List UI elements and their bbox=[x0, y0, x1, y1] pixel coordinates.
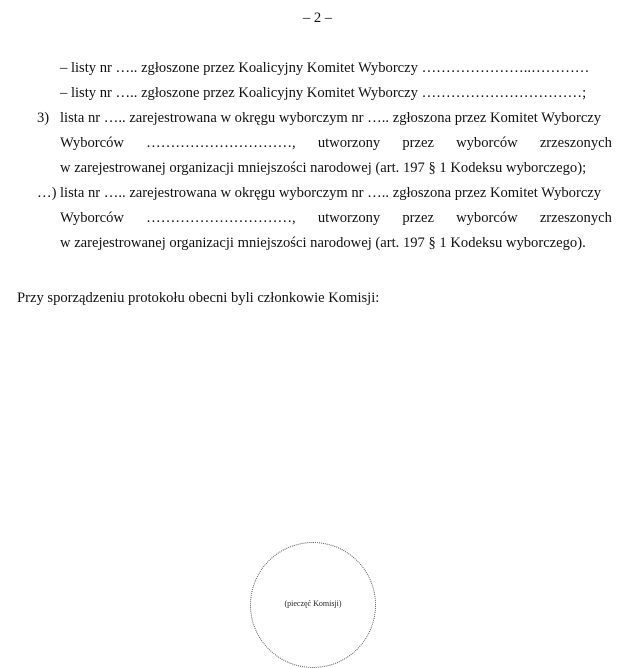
item-3-number: 3) bbox=[37, 110, 50, 126]
item-more-line-3: w zarejestrowanej organizacji mniejszości narodowej (art. 197 § 1 Kodeksu wyborczego). bbox=[60, 235, 586, 251]
word: przez bbox=[402, 210, 434, 226]
word: Wyborców bbox=[60, 210, 124, 226]
item-more-line-1: lista nr ….. zarejestrowana w okręgu wyborczym nr ….. zgłoszona przez Komitet Wyborczy bbox=[60, 185, 602, 201]
page-number: – 2 – bbox=[302, 10, 333, 26]
word: wyborców bbox=[456, 210, 518, 226]
word: utworzony bbox=[317, 210, 381, 226]
item-3-line-3: w zarejestrowanej organizacji mniejszości narodowej (art. 197 § 1 Kodeksu wyborczego); bbox=[60, 160, 587, 176]
seal-label: (pieczęć Komisji) bbox=[284, 599, 342, 608]
item-3-line-2 bbox=[60, 135, 612, 152]
item-3-line-1: lista nr ….. zarejestrowana w okręgu wyborczym nr ….. zgłoszona przez Komitet Wyborczy bbox=[60, 110, 602, 126]
commission-seal-circle bbox=[250, 542, 376, 668]
word: …………………………, bbox=[146, 135, 296, 151]
members-heading: Przy sporządzeniu protokołu obecni byli członkowie Komisji: bbox=[17, 290, 380, 306]
word: Wyborców bbox=[60, 135, 124, 151]
word: wyborców bbox=[456, 135, 518, 151]
list-line-1: – listy nr ….. zgłoszone przez Koalicyjny Komitet Wyborczy …………………..………… bbox=[60, 60, 590, 76]
item-more-number: …) bbox=[37, 185, 57, 201]
word: …………………………, bbox=[146, 210, 296, 226]
word: zrzeszonych bbox=[539, 210, 612, 226]
word: utworzony bbox=[317, 135, 381, 151]
word: przez bbox=[402, 135, 434, 151]
list-line-2: – listy nr ….. zgłoszone przez Koalicyjny Komitet Wyborczy ……………………………; bbox=[60, 85, 587, 101]
item-more-line-2 bbox=[60, 210, 612, 227]
word: zrzeszonych bbox=[539, 135, 612, 151]
